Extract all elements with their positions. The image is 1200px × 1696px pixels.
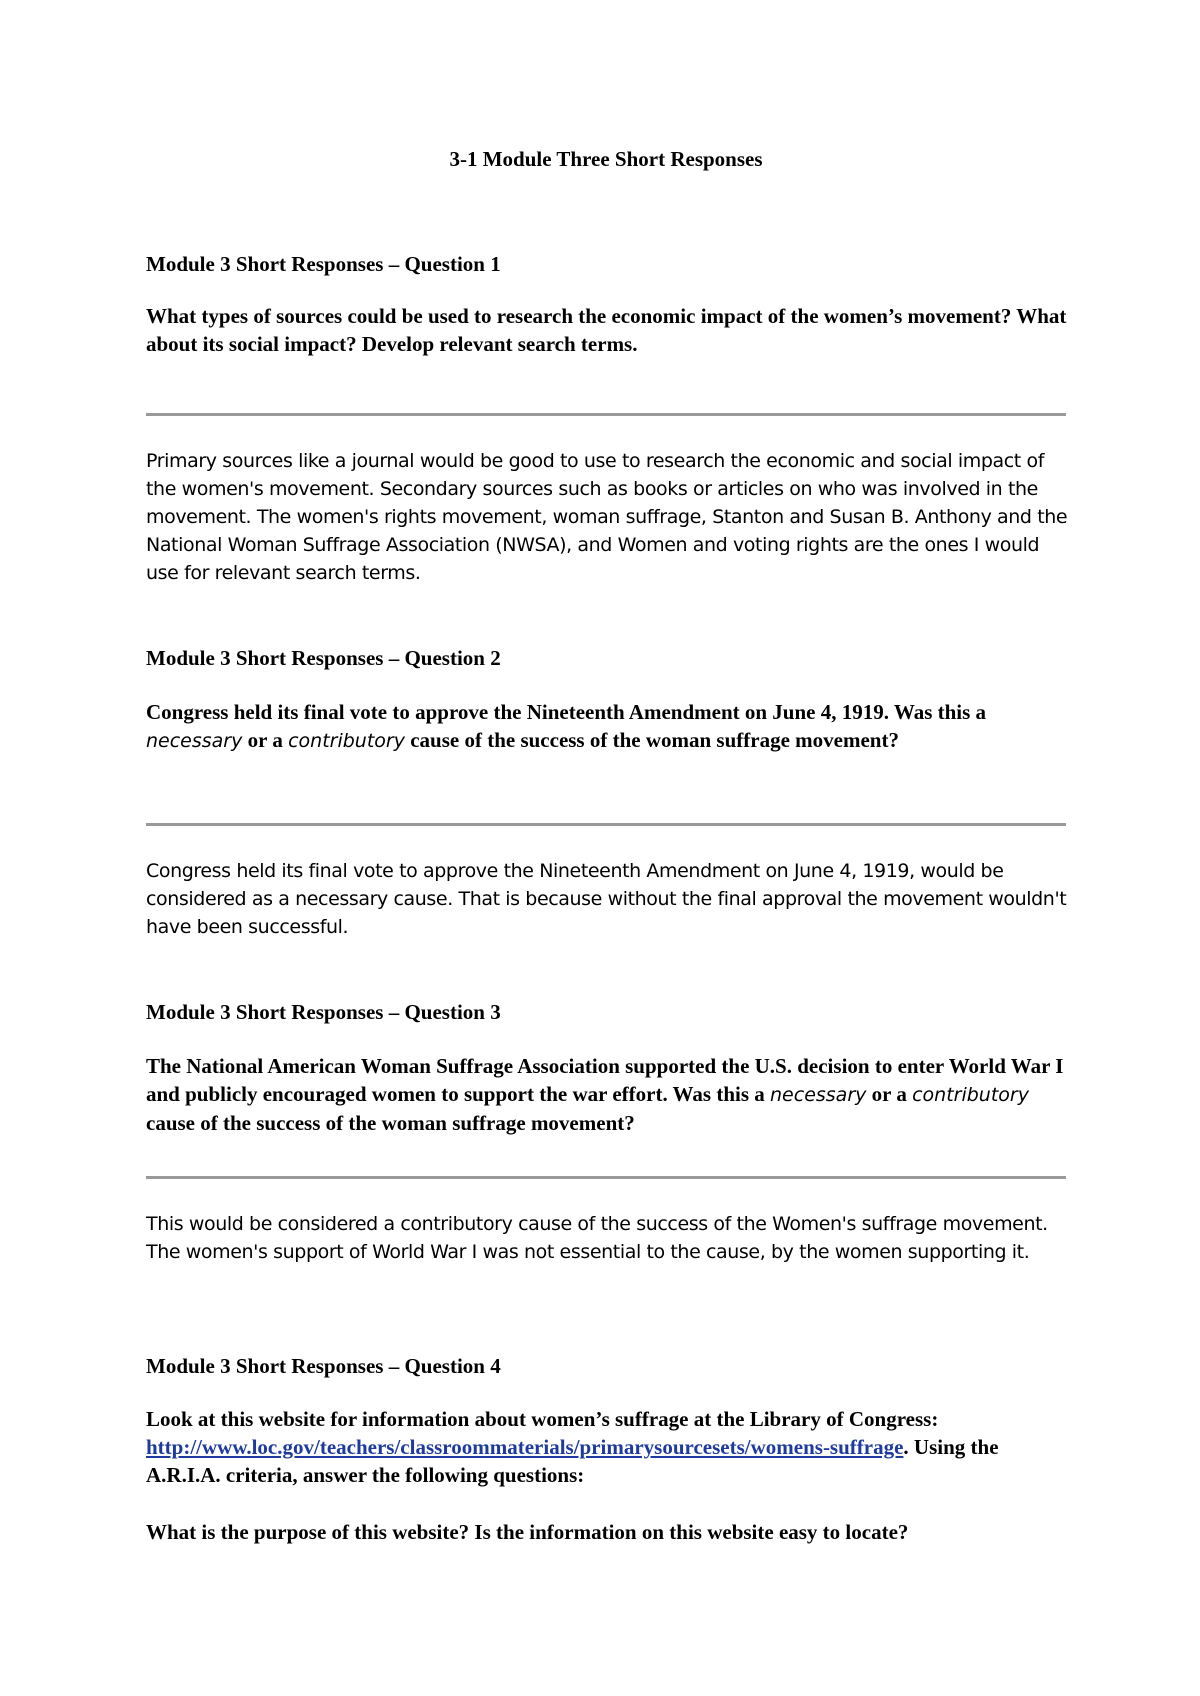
question-4-heading: Module 3 Short Responses – Question 4: [146, 1354, 501, 1378]
loc-womens-suffrage-link[interactable]: http://www.loc.gov/teachers/classroommaterials/primarysourcesets/womens-suffrage: [146, 1435, 904, 1459]
question-2-prompt: [146, 698, 1076, 755]
question-2-prompt-text: Congress held its final vote to approve the Nineteenth Amendment on June 4, 1919. Was this a: [146, 700, 987, 724]
question-1-answer: Primary sources like a journal would be good to use to research the economic and social impact of the women's movement. Secondary sources such as books or articles on who was involved in the movement. The women's rights movement, woman suffrage, Stanton and Susan B. Anthony and the National Woman Suffrage Association (NWSA), and Women and voting rights are the ones I would use for relevant search terms.: [146, 450, 1068, 584]
question-3-prompt-end: cause of the success of the woman suffrage movement?: [146, 1111, 635, 1135]
question-2-answer: Congress held its final vote to approve the Nineteenth Amendment on June 4, 1919, would be considered as a necessary cause. That is because without the final approval the movement wouldn't have been successful.: [146, 860, 1067, 938]
document-title: 3-1 Module Three Short Responses: [449, 147, 763, 171]
answer-divider-1: [146, 413, 1066, 416]
question-2-prompt-contributory: contributory: [288, 730, 405, 752]
question-4-prompt-end: . Using the A.R.I.A. criteria, answer the following questions:: [146, 1435, 999, 1487]
question-3-prompt-necessary: necessary: [770, 1084, 867, 1106]
answer-divider-3: [146, 1176, 1066, 1179]
question-3-prompt: [146, 1052, 1076, 1137]
question-2-prompt-necessary: necessary: [146, 730, 243, 752]
question-4-prompt-text: Look at this website for information about women’s suffrage at the Library of Congress:: [146, 1407, 939, 1431]
question-3-prompt-text: The National American Woman Suffrage Association supported the U.S. decision to enter World War I and publicly encouraged women to support the war effort. Was this a: [146, 1054, 1064, 1106]
question-4-prompt: [146, 1405, 1076, 1489]
question-3-prompt-contributory: contributory: [912, 1084, 1029, 1106]
question-3-prompt-or: or a: [871, 1082, 907, 1106]
answer-divider-2: [146, 823, 1066, 826]
question-2-prompt-end: cause of the success of the woman suffrage movement?: [410, 728, 899, 752]
question-1-heading: Module 3 Short Responses – Question 1: [146, 252, 501, 276]
question-1-prompt: What types of sources could be used to research the economic impact of the women’s movement? What about its social impact? Develop relevant search terms.: [146, 304, 1067, 356]
question-2-heading: Module 3 Short Responses – Question 2: [146, 646, 501, 670]
question-4-subquestion: What is the purpose of this website? Is the information on this website easy to locate?: [146, 1520, 909, 1544]
question-3-answer: This would be considered a contributory cause of the success of the Women's suffrage movement. The women's support of World War I was not essential to the cause, by the women supporting it.: [146, 1213, 1048, 1263]
question-2-prompt-or: or a: [247, 728, 283, 752]
question-3-heading: Module 3 Short Responses – Question 3: [146, 1000, 501, 1024]
